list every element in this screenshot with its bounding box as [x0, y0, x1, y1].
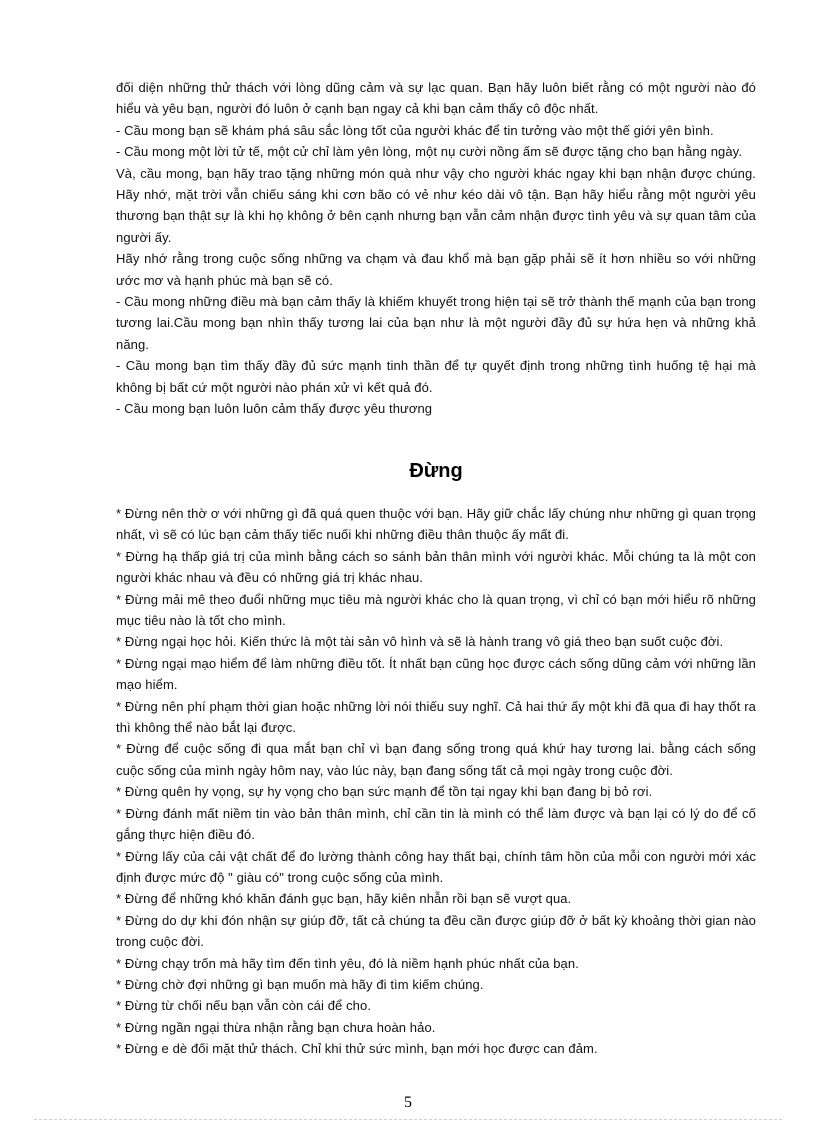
paragraph: - Cầu mong một lời tử tế, một cử chỉ làm yên lòng, một nụ cười nồng ấm sẽ được tặng cho bạn hằng ngày. [116, 144, 743, 160]
list-item: * Đừng mải mê theo đuổi những mục tiêu mà người khác cho là quan trọng, vì chỉ có bạn mới hiểu rõ những mục tiêu nào là tốt cho mình. [116, 591, 756, 629]
list-item: * Đừng do dự khi đón nhận sự giúp đỡ, tất cả chúng ta đều cần được giúp đỡ ở bất kỳ khoảng thời gian nào trong cuộc đời. [116, 912, 756, 950]
list-item: * Đừng ngại mạo hiểm để làm những điều tốt. Ít nhất bạn cũng học được cách sống dũng cảm với những lần mạo hiểm. [116, 655, 756, 693]
paragraph: - Cầu mong bạn luôn luôn cảm thấy được yêu thương [116, 401, 433, 417]
list-item: * Đừng nên thờ ơ với những gì đã quá quen thuộc với bạn. Hãy giữ chắc lấy chúng như những gì quan trọng nhất, vì sẽ có lúc bạn cảm thấy tiếc nuối khi những điều thân thuộc ấy mất đi. [116, 506, 756, 543]
list-item: * Đừng để những khó khăn đánh gục bạn, hãy kiên nhẫn rồi bạn sẽ vượt qua. [116, 891, 572, 907]
list-item: * Đừng từ chối nếu bạn vẫn còn cái để cho. [116, 998, 372, 1014]
list-item: * Đừng quên hy vọng, sự hy vọng cho bạn sức mạnh để tồn tại ngay khi bạn đang bị bỏ rơi. [116, 784, 653, 800]
list-item: * Đừng nên phí phạm thời gian hoặc những lời nói thiếu suy nghĩ. Cả hai thứ ấy một khi đã qua đi hay thốt ra thì không thể nào bắt lại được. [116, 698, 756, 736]
list-item: * Đừng chờ đợi những gì bạn muốn mà hãy đi tìm kiếm chúng. [116, 976, 484, 992]
paragraph: - Cầu mong những điều mà bạn cảm thấy là khiếm khuyết trong hiện tại sẽ trở thành thế mạnh của bạn trong tương lai.Cầu mong bạn nhìn thấy tương lai của bạn như là một người đầy đủ sự hứa hẹn và những khả năng. [116, 294, 756, 352]
list-item: * Đừng hạ thấp giá trị của mình bằng cách so sánh bản thân mình với người khác. Mỗi chúng ta là một con người khác nhau và đều có những giá trị khác nhau. [116, 548, 756, 586]
blessings-section [116, 77, 756, 420]
paragraph: đối diện những thử thách với lòng dũng cảm và sự lạc quan. Bạn hãy luôn biết rằng có một người nào đó hiểu và yêu bạn, người đó luôn ở cạnh bạn ngay cả khi bạn cảm thấy cô độc nhất. [116, 80, 756, 117]
paragraph: Hãy nhớ rằng trong cuộc sống những va chạm và đau khổ mà bạn gặp phải sẽ ít hơn nhiều so với những ước mơ và hạnh phúc mà bạn sẽ có. [116, 251, 756, 288]
paragraph: - Cầu mong bạn tìm thấy đầy đủ sức mạnh tinh thần để tự quyết định trong những tình huống tệ hại mà không bị bất cứ một người nào phán xử vì kết quả đó. [116, 358, 756, 395]
list-item: * Đừng đánh mất niềm tin vào bản thân mình, chỉ cần tin là mình có thể làm được và bạn lại có lý do để cố gắng thực hiện điều đó. [116, 805, 756, 843]
list-item: * Đừng e dè đối mặt thử thách. Chỉ khi thử sức mình, bạn mới học được can đảm. [116, 1041, 598, 1057]
list-item: * Đừng ngại học hỏi. Kiến thức là một tài sản vô hình và sẽ là hành trang vô giá theo bạn suốt cuộc đời. [116, 634, 724, 650]
list-item: * Đừng lấy của cải vật chất để đo lường thành công hay thất bại, chính tâm hồn của mỗi con người mới xác định được mức độ " giàu có" trong cuộc sống của mình. [116, 848, 756, 885]
list-item: * Đừng ngần ngại thừa nhận rằng bạn chưa hoàn hảo. [116, 1019, 436, 1035]
list-item: * Đừng để cuộc sống đi qua mắt bạn chỉ vì bạn đang sống trong quá khứ hay tương lai. bằng cách sống cuộc sống của mình ngày hôm nay, vào lúc này, bạn đang sống tất cả mọi ngày trong cuộc đời. [116, 741, 756, 778]
list-item: * Đừng chạy trốn mà hãy tìm đến tình yêu, đó là niềm hạnh phúc nhất của bạn. [116, 955, 579, 971]
paragraph: - Cầu mong bạn sẽ khám phá sâu sắc lòng tốt của người khác để tin tưởng vào một thế giới yên bình. [116, 122, 714, 138]
dont-list-section [116, 503, 756, 1060]
section-heading: Đừng [409, 460, 463, 482]
page-number: 5 [404, 1094, 412, 1111]
paragraph: Và, cầu mong, bạn hãy trao tặng những món quà như vậy cho người khác ngay khi bạn nhận được chúng. Hãy nhớ, mặt trời vẫn chiếu sáng khi cơn bão có vẻ như kéo dài vô tận. Bạn hãy hiểu rằng một người yêu thương bạn thật sự là khi họ không ở bên cạnh nhưng bạn vẫn cảm nhận được tình yêu và sự quan tâm của người ấy. [116, 165, 756, 245]
footer-divider [34, 1119, 782, 1120]
